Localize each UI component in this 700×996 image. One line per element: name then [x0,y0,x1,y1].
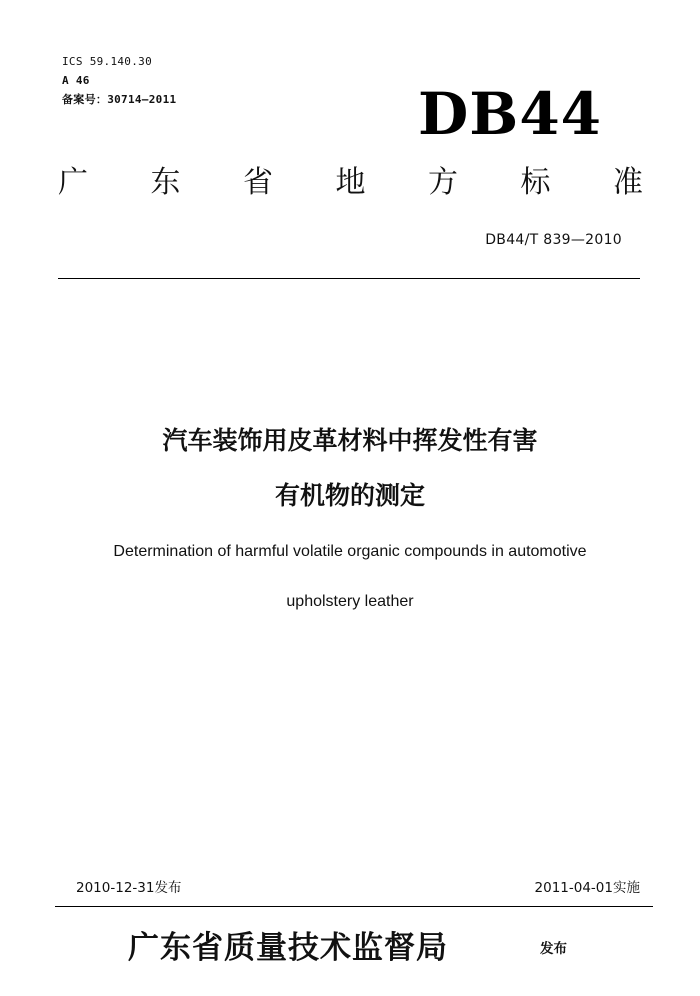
class-code: A 46 [62,74,90,87]
standard-type-char: 省 [243,165,273,200]
ics-code: ICS 59.140.30 [62,55,152,68]
title-chinese-line2: 有机物的测定 [274,481,425,510]
standard-code: DB44 [418,80,603,148]
title-english-line2: upholstery leather [286,593,414,610]
title-english-line1: Determination of harmful volatile organic compounds in automotive [113,543,587,560]
standard-type-char: 准 [613,165,643,200]
standard-type-char: 地 [335,165,366,200]
standard-number: DB44/T 839—2010 [485,232,622,248]
title-chinese-line1: 汽车装饰用皮革材料中挥发性有害 [162,426,538,455]
standard-type [58,163,643,203]
filing-number: 备案号：30714—2011 [62,93,177,106]
top-divider [58,278,640,279]
implementation-date: 2011-04-01实施 [534,880,640,896]
standard-type-char: 广 [58,165,88,200]
issuing-authority: 广东省质量技术监督局 [128,930,448,966]
standard-type-char: 标 [520,165,551,200]
classification-block [62,52,176,109]
standard-type-char: 方 [428,165,458,200]
bottom-divider [55,906,653,907]
standard-type-char: 东 [150,165,181,200]
publish-label: 发布 [540,941,567,957]
issue-date: 2010-12-31发布 [76,880,182,896]
